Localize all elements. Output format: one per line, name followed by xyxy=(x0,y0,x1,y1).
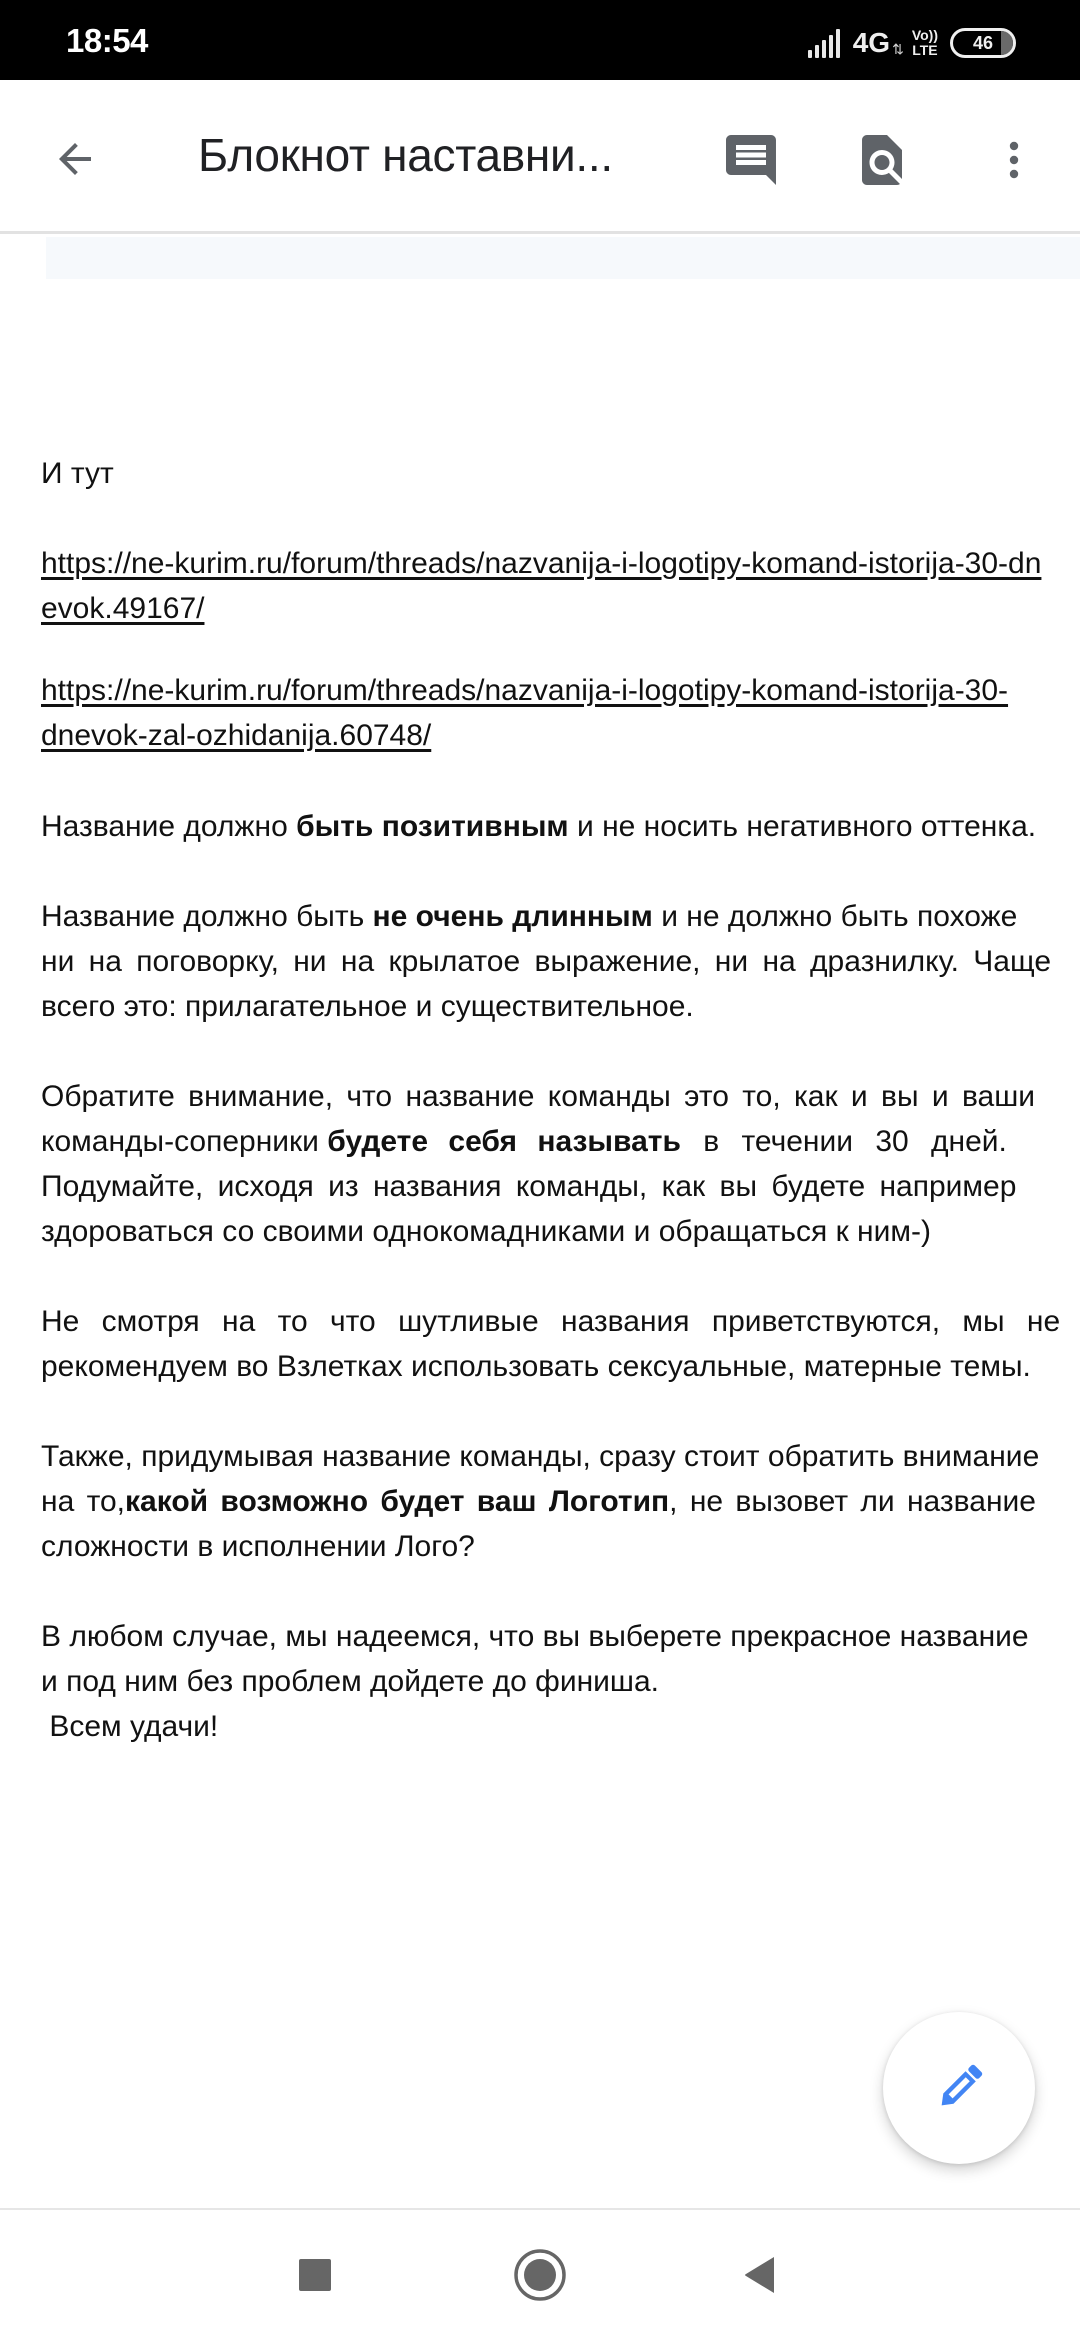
battery-icon xyxy=(950,28,1016,58)
find-in-page-icon xyxy=(852,130,912,190)
volte-bottom-label: LTE xyxy=(912,42,938,58)
battery-level: 46 xyxy=(972,32,994,53)
document-viewport[interactable] xyxy=(0,237,1080,2207)
arrow-back-icon xyxy=(51,135,99,183)
status-time: 18:54 xyxy=(66,22,148,59)
paragraph-jokes xyxy=(41,1299,1080,1389)
text: Также, придумывая название команды, сразу стоит обратить внимание xyxy=(41,1440,1040,1473)
link-1[interactable] xyxy=(41,541,1080,631)
text: в течении 30 дней. xyxy=(680,1125,1007,1158)
document-title: Блокнот наставни... xyxy=(198,129,613,181)
text: здороваться со своими однокомадниками и обращаться к ним-) xyxy=(41,1215,931,1248)
text: В любом случае, мы надеемся, что вы выберете прекрасное название xyxy=(41,1620,1029,1653)
text: на то, xyxy=(41,1485,126,1518)
text: и не должно быть похоже xyxy=(652,900,1018,933)
network-type-label: 4G xyxy=(852,27,891,58)
edit-fab-button[interactable] xyxy=(883,2012,1035,2164)
bold-text: какой возможно будет ваш Логотип xyxy=(125,1485,670,1518)
text: Название должно быть xyxy=(41,900,373,933)
volte-icon xyxy=(912,28,938,58)
text: Название должно xyxy=(41,810,297,843)
bold-text: будете себя называть xyxy=(327,1125,681,1158)
paragraph-i-tut: И тут xyxy=(41,457,114,490)
more-options-button[interactable] xyxy=(974,120,1054,200)
nav-back-button[interactable] xyxy=(715,2230,805,2320)
paragraph-length xyxy=(41,894,1080,1029)
system-nav-bar xyxy=(0,2208,1080,2340)
link-2-line-1[interactable]: https://ne-kurim.ru/forum/threads/nazvanija-i-logotipy-komand-istorija-30- xyxy=(41,674,1009,707)
text: , не вызовет ли название xyxy=(669,1485,1036,1518)
more-vert-icon xyxy=(990,130,1038,190)
back-triangle-icon xyxy=(740,2255,780,2295)
link-1-line-1[interactable]: https://ne-kurim.ru/forum/threads/nazvanija-i-logotipy-komand-istorija-30-dn xyxy=(41,547,1042,580)
recents-button[interactable] xyxy=(270,2230,360,2320)
text: Не смотря на то что шутливые названия приветствуются, мы не xyxy=(41,1305,1061,1338)
text: рекомендуем во Взлетках использовать сексуальные, матерные темы. xyxy=(41,1350,1031,1383)
volte-top-label: Vo)) xyxy=(911,27,938,43)
paragraph-hope xyxy=(41,1614,1080,1704)
paragraph-good-luck: Всем удачи! xyxy=(41,1710,219,1743)
status-bar xyxy=(0,0,1080,80)
link-2[interactable] xyxy=(41,668,1080,758)
text: Обратите внимание, что название команды это то, как и вы и ваши xyxy=(41,1080,1036,1113)
battery-fill xyxy=(1001,31,1013,55)
home-button[interactable] xyxy=(495,2230,585,2320)
home-circle-icon xyxy=(513,2248,567,2302)
signal-strength-icon xyxy=(808,28,843,58)
paragraph-positive xyxy=(41,804,1080,849)
text: всего это: прилагательное и существительное. xyxy=(41,990,694,1023)
link-1-line-2[interactable]: evok.49167/ xyxy=(41,592,205,625)
bold-text: не очень длинным xyxy=(372,900,653,933)
comment-icon xyxy=(721,130,781,190)
text: сложности в исполнении Лого? xyxy=(41,1530,475,1563)
comments-button[interactable] xyxy=(711,120,791,200)
find-in-page-button[interactable] xyxy=(842,120,922,200)
data-activity-icon: ⇅ xyxy=(892,40,904,57)
text: команды-соперники xyxy=(41,1125,328,1158)
paragraph-attention xyxy=(41,1074,1080,1254)
status-icons xyxy=(808,26,1016,60)
recents-square-icon xyxy=(298,2258,332,2292)
app-bar xyxy=(0,80,1080,234)
link-2-line-2[interactable]: dnevok-zal-ozhidanija.60748/ xyxy=(41,719,432,752)
text: и под ним без проблем дойдете до финиша. xyxy=(41,1665,659,1698)
text: Подумайте, исходя из названия команды, как вы будете например xyxy=(41,1170,1017,1203)
paragraph-logo xyxy=(41,1434,1080,1569)
text: ни на поговорку, ни на крылатое выражение, ни на дразнилку. Чаще xyxy=(41,945,1052,978)
text: и не носить негативного оттенка. xyxy=(568,810,1037,843)
back-button[interactable] xyxy=(40,124,110,194)
bold-text: быть позитивным xyxy=(296,810,569,843)
edit-pencil-icon xyxy=(928,2057,990,2119)
